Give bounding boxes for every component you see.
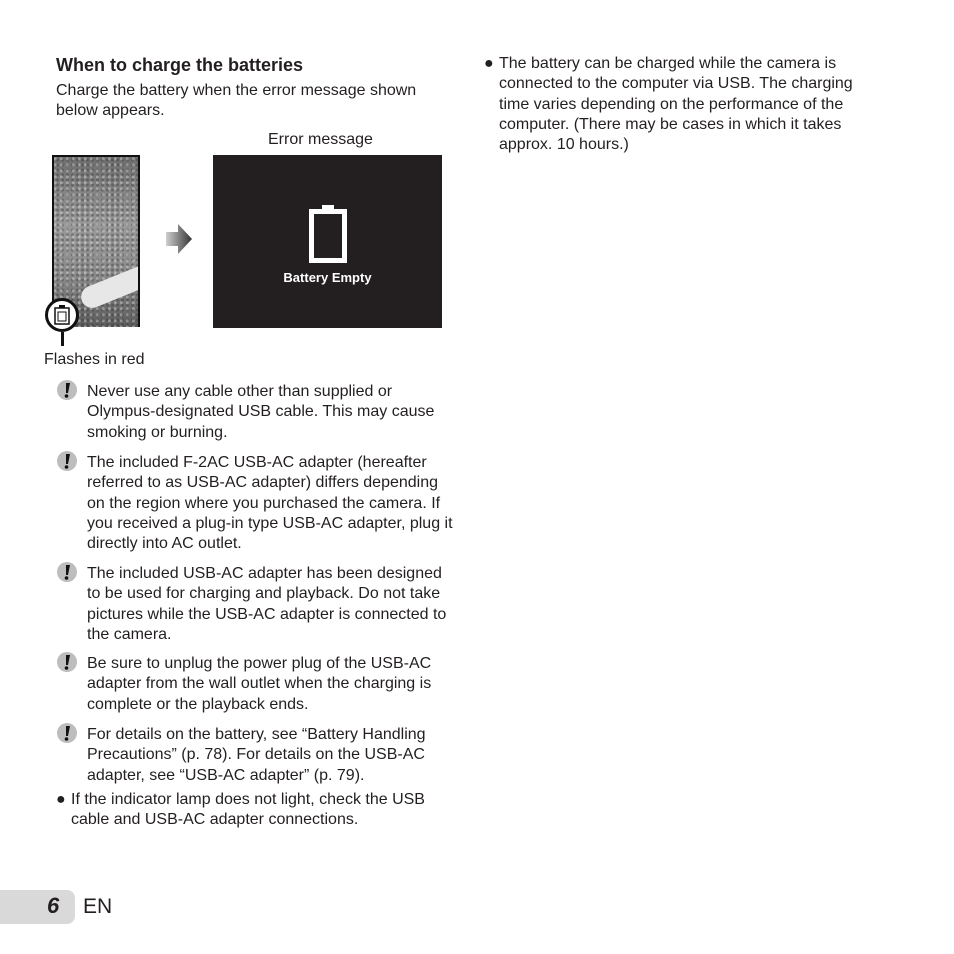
caution-note (56, 725, 456, 786)
intro-text: Charge the battery when the error message shown below appears. (56, 82, 417, 119)
caution-text: Never use any cable other than supplied or Olympus-designated USB cable. This may cause smoking or burning. (87, 383, 435, 441)
right-arrow-icon (166, 224, 192, 254)
error-message-label: Error message (268, 131, 373, 148)
caution-text: The included F-2AC USB-AC adapter (hereafter referred to as USB-AC adapter) differs depending on the region where you purchased the camera. If you received a plug-in type USB-AC adapter, plug it directly into AC outlet. (87, 454, 453, 553)
caution-note (56, 453, 456, 554)
indicator-caption: Flashes in red (44, 351, 145, 368)
language-code: EN (83, 895, 113, 918)
bullet-item (56, 790, 456, 831)
exclamation-circle-icon (56, 651, 78, 673)
caution-text: Be sure to unplug the power plug of the USB-AC adapter from the wall outlet when the charging is complete or the playback ends. (87, 655, 432, 713)
caution-text: The included USB-AC adapter has been designed to be used for charging and playback. Do not take pictures while the USB-AC adapter is connected to the camera. (87, 565, 447, 643)
exclamation-circle-icon (56, 450, 78, 472)
battery-empty-icon (309, 205, 347, 263)
battery-empty-message: Battery Empty (283, 270, 372, 285)
battery-indicator-icon (45, 298, 79, 332)
caution-note (56, 654, 456, 715)
caution-note (56, 382, 456, 443)
page-number-tab (0, 890, 75, 924)
bullet-item (484, 54, 879, 155)
bullet-text: If the indicator lamp does not light, check the USB cable and USB-AC adapter connections. (71, 791, 425, 829)
exclamation-circle-icon (56, 379, 78, 401)
caution-text: For details on the battery, see “Battery Handling Precautions” (p. 78). For details on the USB-AC adapter, see “USB-AC adapter” (p. 79). (87, 726, 426, 784)
bullet-symbol: ● (484, 55, 494, 72)
camera-screen (213, 155, 442, 328)
caution-note (56, 564, 456, 645)
indicator-callout-line (61, 332, 64, 346)
exclamation-circle-icon (56, 561, 78, 583)
section-heading: When to charge the batteries (56, 55, 304, 75)
page-number: 6 (47, 893, 60, 918)
exclamation-circle-icon (56, 722, 78, 744)
bullet-symbol: ● (56, 791, 66, 808)
bullet-text: The battery can be charged while the camera is connected to the computer via USB. The charging time varies depending on the performance of the computer. (There may be cases in which it takes approx. 10 hours.) (499, 55, 853, 154)
